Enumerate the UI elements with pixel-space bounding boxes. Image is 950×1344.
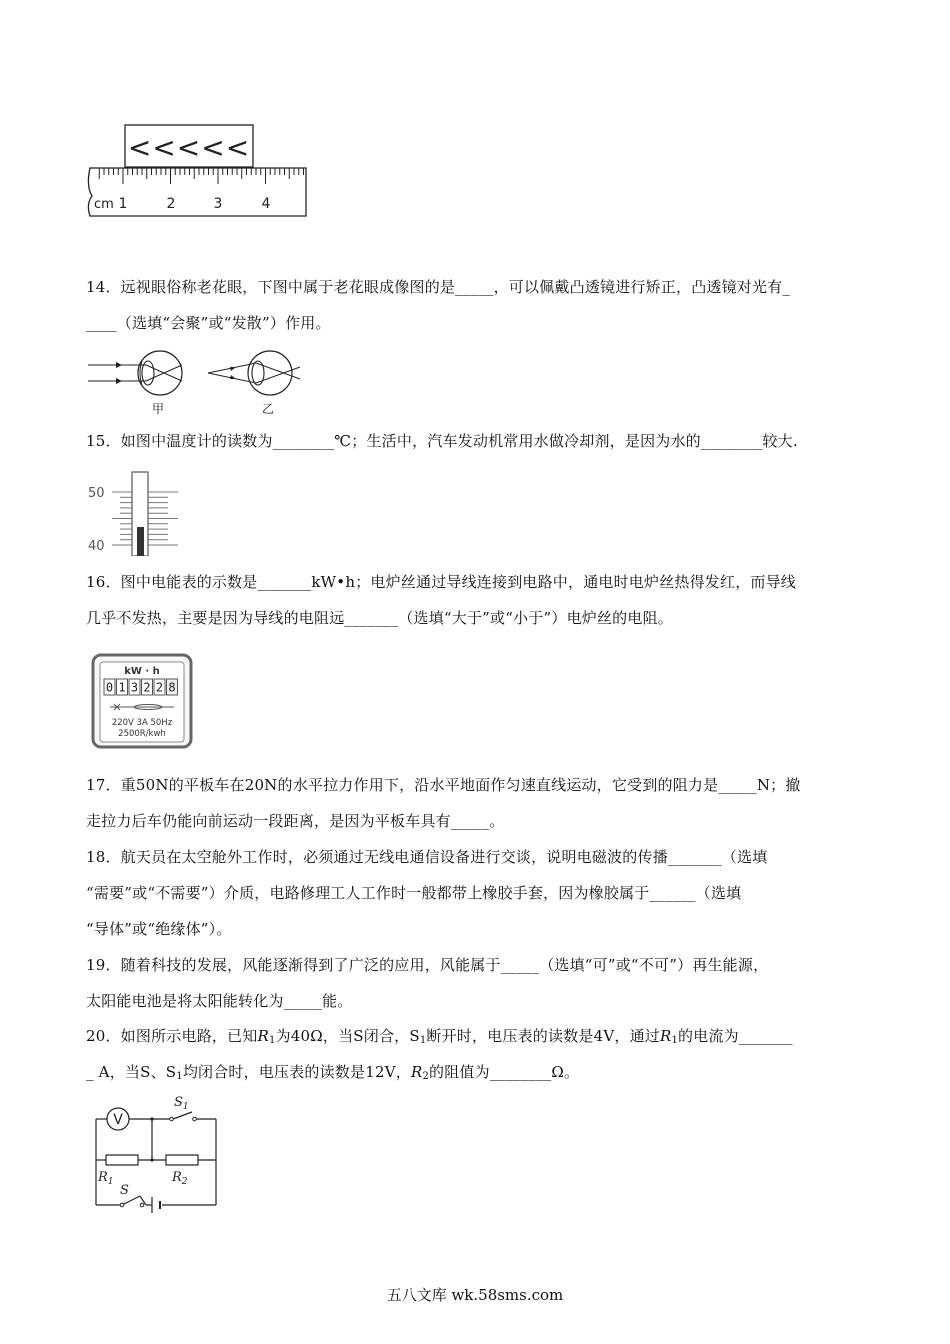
resistor-r1-label: $R_1$ xyxy=(98,1170,114,1187)
ruler-tick-3: 3 xyxy=(213,196,223,212)
ruler-tick-1: 1 xyxy=(118,196,128,212)
thermometer-figure xyxy=(86,470,186,556)
question-15-line-1: 15．如图中温度计的读数为________℃；生活中，汽车发动机常用水做冷却剂，是因为水的________较大. xyxy=(86,432,798,450)
meter-digit: 2 xyxy=(143,680,151,695)
meter-digit: 0 xyxy=(105,680,114,695)
eye-diagram-figure xyxy=(86,345,316,417)
switch-s1-label: $S_1$ xyxy=(174,1095,189,1112)
page-footer: 五八文库 wk.58sms.com xyxy=(386,1286,564,1304)
question-16-line-1: 16．图中电能表的示数是_______kW•h；电炉丝通过导线连接到电路中，通电时电炉丝热得发红，而导线 xyxy=(86,573,797,591)
voltmeter-label: V xyxy=(113,1112,123,1128)
thermometer-scale-40: 40 xyxy=(88,539,105,554)
question-18-line-1: 18．航天员在太空舱外工作时，必须通过无线电通信设备进行交谈，说明电磁波的传播_______（选填 xyxy=(86,848,768,866)
question-18-line-2: “需要”或“不需要”）介质，电路修理工人工作时一般都带上橡胶手套，因为橡胶属于______（选填 xyxy=(86,884,742,902)
meter-digit: 3 xyxy=(130,680,139,695)
meter-spec-line-2: 2500R/kwh xyxy=(118,729,166,739)
meter-digit: 8 xyxy=(168,680,176,695)
meter-unit-label: kW · h xyxy=(124,666,160,677)
ruler-unit: cm xyxy=(94,197,114,212)
energy-meter-figure xyxy=(90,652,194,750)
question-20-line-2: _ A，当S、$S_1$均闭合时，电压表的读数是12V，$R_2$的阻值为________Ω。 xyxy=(86,1063,580,1082)
question-16-line-2: 几乎不发热，主要是因为导线的电阻远_______（选填“大于”或“小于”）电炉丝的电阻。 xyxy=(86,609,673,627)
ruler-arrows: <<<<< xyxy=(127,131,251,164)
question-17-line-2: 走拉力后车仍能向前运动一段距离，是因为平板车具有_____。 xyxy=(86,812,505,830)
switch-s-label: S xyxy=(120,1183,129,1198)
ruler-tick-4: 4 xyxy=(261,196,271,212)
circuit-diagram-figure xyxy=(86,1092,226,1218)
question-19-line-2: 太阳能电池是将太阳能转化为_____能。 xyxy=(86,992,353,1010)
question-18-line-3: “导体”或“绝缘体”）。 xyxy=(86,920,232,938)
resistor-r2-label: $R_2$ xyxy=(172,1170,188,1187)
meter-digit: 2 xyxy=(155,680,164,695)
question-19-line-1: 19．随着科技的发展，风能逐渐得到了广泛的应用，风能属于_____（选填“可”或“不可”）再生能源， xyxy=(86,956,769,974)
question-20-line-1: 20．如图所示电路，已知$R_1$为40Ω，当S闭合，$S_1$断开时，电压表的读数是4V，通过$R_1$的电流为_______ xyxy=(86,1027,793,1046)
eye-label-jia: 甲 xyxy=(152,402,165,416)
meter-digit: 1 xyxy=(118,680,126,695)
ruler-tick-2: 2 xyxy=(166,196,176,212)
ruler-figure xyxy=(84,122,314,222)
question-14-line-1: 14．远视眼俗称老花眼，下图中属于老花眼成像图的是_____，可以佩戴凸透镜进行矫正，凸透镜对光有_ xyxy=(86,278,791,296)
meter-spec-line-1: 220V 3A 50Hz xyxy=(111,718,173,728)
eye-label-yi: 乙 xyxy=(262,402,275,416)
question-14-line-2: ____（选填“会聚”或“发散”）作用。 xyxy=(86,314,331,332)
question-17-line-1: 17．重50N的平板车在20N的水平拉力作用下，沿水平地面作匀速直线运动，它受到的阻力是_____N；撤 xyxy=(86,776,801,794)
thermometer-scale-50: 50 xyxy=(88,486,105,501)
